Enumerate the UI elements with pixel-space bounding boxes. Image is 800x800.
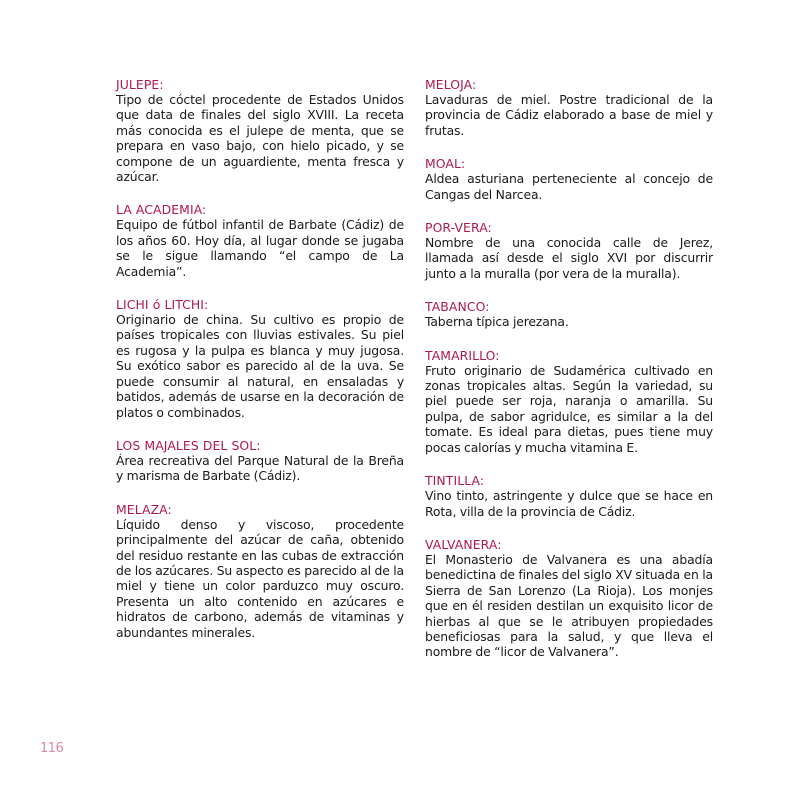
glossary-entry-los-majales-del-sol [116,438,404,484]
glossary-entry-lichi [116,297,404,420]
entry-definition: Aldea asturiana perteneciente al concejo de Cangas del Narcea. [425,171,713,202]
entry-term: POR-VERA: [425,220,492,236]
glossary-entry-valvanera [425,537,713,660]
entry-definition: Nombre de una conocida calle de Jerez, llamada así desde el siglo XVI por discurrir junto a la muralla (por vera de la muralla). [425,235,713,281]
glossary-entry-meloja [425,77,713,138]
entry-term: TABANCO: [425,299,490,315]
entry-definition: Lavaduras de miel. Postre tradicional de la provincia de Cádiz elaborado a base de miel y frutas. [425,92,713,138]
glossary-column-right [425,77,713,678]
entry-term: JULEPE: [116,77,164,92]
entry-term: VALVANERA: [425,536,502,552]
entry-term: MOAL: [425,156,466,172]
entry-definition: Vino tinto, astringente y dulce que se hace en Rota, villa de la provincia de Cádiz. [425,488,713,519]
entry-definition: Líquido denso y viscoso, procedente principalmente del azúcar de caña, obtenido del residuo restante en las cubas de extracción de los azúcares. Su aspecto es parecido al de la miel y tiene un color parduzco muy oscuro. Presenta un alto contenido en azúcares e hidratos de carbono, además de vitaminas y abundantes minerales. [116,516,404,640]
glossary-column-left [116,77,404,658]
entry-definition: Originario de china. Su cultivo es propio de países tropicales con lluvias estivales. Su piel es rugosa y la pulpa es blanca y muy jugosa. Su exótico sabor es parecido al de la uva. Se puede consumir al natural, en ensaladas y batidos, además de usarse en la decoración de platos o combinados. [116,312,404,420]
entry-term: TINTILLA: [425,473,485,489]
glossary-entry-por-vera [425,220,713,281]
glossary-entry-tabanco [425,299,713,329]
entry-term: LOS MAJALES DEL SOL: [116,437,261,453]
entry-definition: Equipo de fútbol infantil de Barbate (Cádiz) de los años 60. Hoy día, al lugar donde se jugaba se le sigue llamando “el campo de La Academia”. [116,217,404,279]
entry-definition: Taberna típica jerezana. [425,314,569,330]
glossary-entry-tintilla [425,473,713,519]
glossary-entry-julepe [116,77,404,184]
entry-definition: Tipo de cóctel procedente de Estados Unidos que data de finales del siglo XVIII. La receta más conocida es el julepe de menta, que se prepara en vaso bajo, con hielo picado, y se compone de un aguardiente, menta fresca y azúcar. [116,92,404,185]
page-number: 116 [40,741,64,756]
entry-term: LICHI ó LITCHI: [116,297,209,313]
entry-term: MELOJA: [425,77,477,92]
glossary-entry-melaza [116,502,404,640]
entry-definition: El Monasterio de Valvanera es una abadía benedictina de finales del siglo XV situada en la Sierra de San Lorenzo (La Rioja). Los monjes que en él residen destilan un exquisito licor de hierbas al que se le atribuyen propiedades beneficiosas para la salud, y que lleva el nombre de “licor de Valvanera”. [425,551,713,660]
entry-definition: Área recreativa del Parque Natural de la Breña y marisma de Barbate (Cádiz). [116,452,404,484]
entry-term: MELAZA: [116,501,172,517]
glossary-entry-la-academia [116,202,404,279]
glossary-entry-tamarillo [425,348,713,455]
entry-term: TAMARILLO: [425,347,500,363]
glossary-entry-moal [425,156,713,202]
entry-term: LA ACADEMIA: [116,202,207,218]
entry-definition: Fruto originario de Sudamérica cultivado en zonas tropicales altas. Según la variedad, su piel puede ser roja, naranja o amarilla. Su pulpa, de sabor agridulce, es similar a la del tomate. Es ideal para dietas, pues tiene muy pocas calorías y mucha vitamina E. [425,362,713,455]
